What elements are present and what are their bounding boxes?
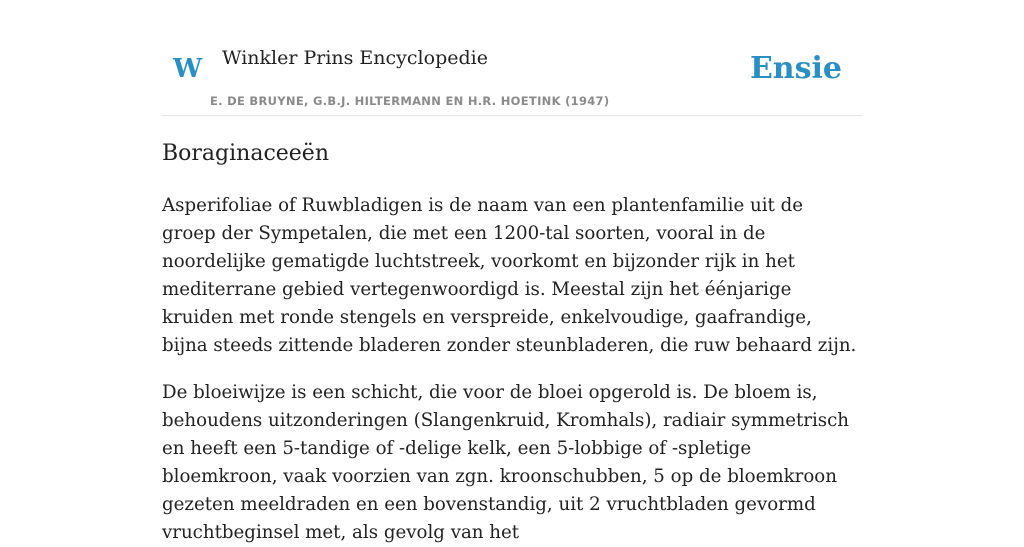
article-paragraph-1: Asperifoliae of Ruwbladigen is de naam van een plantenfamilie uit de groep der Sympetalen, die met een 1200-tal soorten, vooral in de noordelijke gematigde luchtstreek, voorkomt en bijzonder rijk in het mediterrane gebied vertegenwoordigd is. Meestal zijn het éénjarige kruiden met ronde stengels en verspreide, enkelvoudige, gaafrandige, bijna steeds zittende bladeren zonder steunbladeren, die ruw behaard zijn.: [162, 195, 857, 356]
publication-authors: E. DE BRUYNE, G.B.J. HILTERMANN EN H.R. HOETINK (1947): [210, 94, 610, 108]
publication-title[interactable]: Winkler Prins Encyclopedie: [222, 47, 488, 69]
ensie-brand-logo[interactable]: Ensie: [749, 51, 842, 86]
winkler-prins-logo[interactable]: W: [173, 54, 203, 84]
article-title: Boraginaceeën: [162, 141, 329, 166]
page: [162, 0, 862, 543]
header-divider: [162, 115, 862, 116]
article-paragraph-2: De bloeiwijze is een schicht, die voor de bloei opgerold is. De bloem is, behoudens uitzonderingen (Slangenkruid, Kromhals), radiair symmetrisch en heeft een 5-tandige of -delige kelk, een 5-lobbige of -spletige bloemkroon, vaak voorzien van zgn. kroonschubben, 5 op de bloemkroon gezeten meeldraden en een bovenstandig, uit 2 vruchtbladen gevormd vruchtbeginsel met, als gevolg van het: [162, 382, 850, 543]
